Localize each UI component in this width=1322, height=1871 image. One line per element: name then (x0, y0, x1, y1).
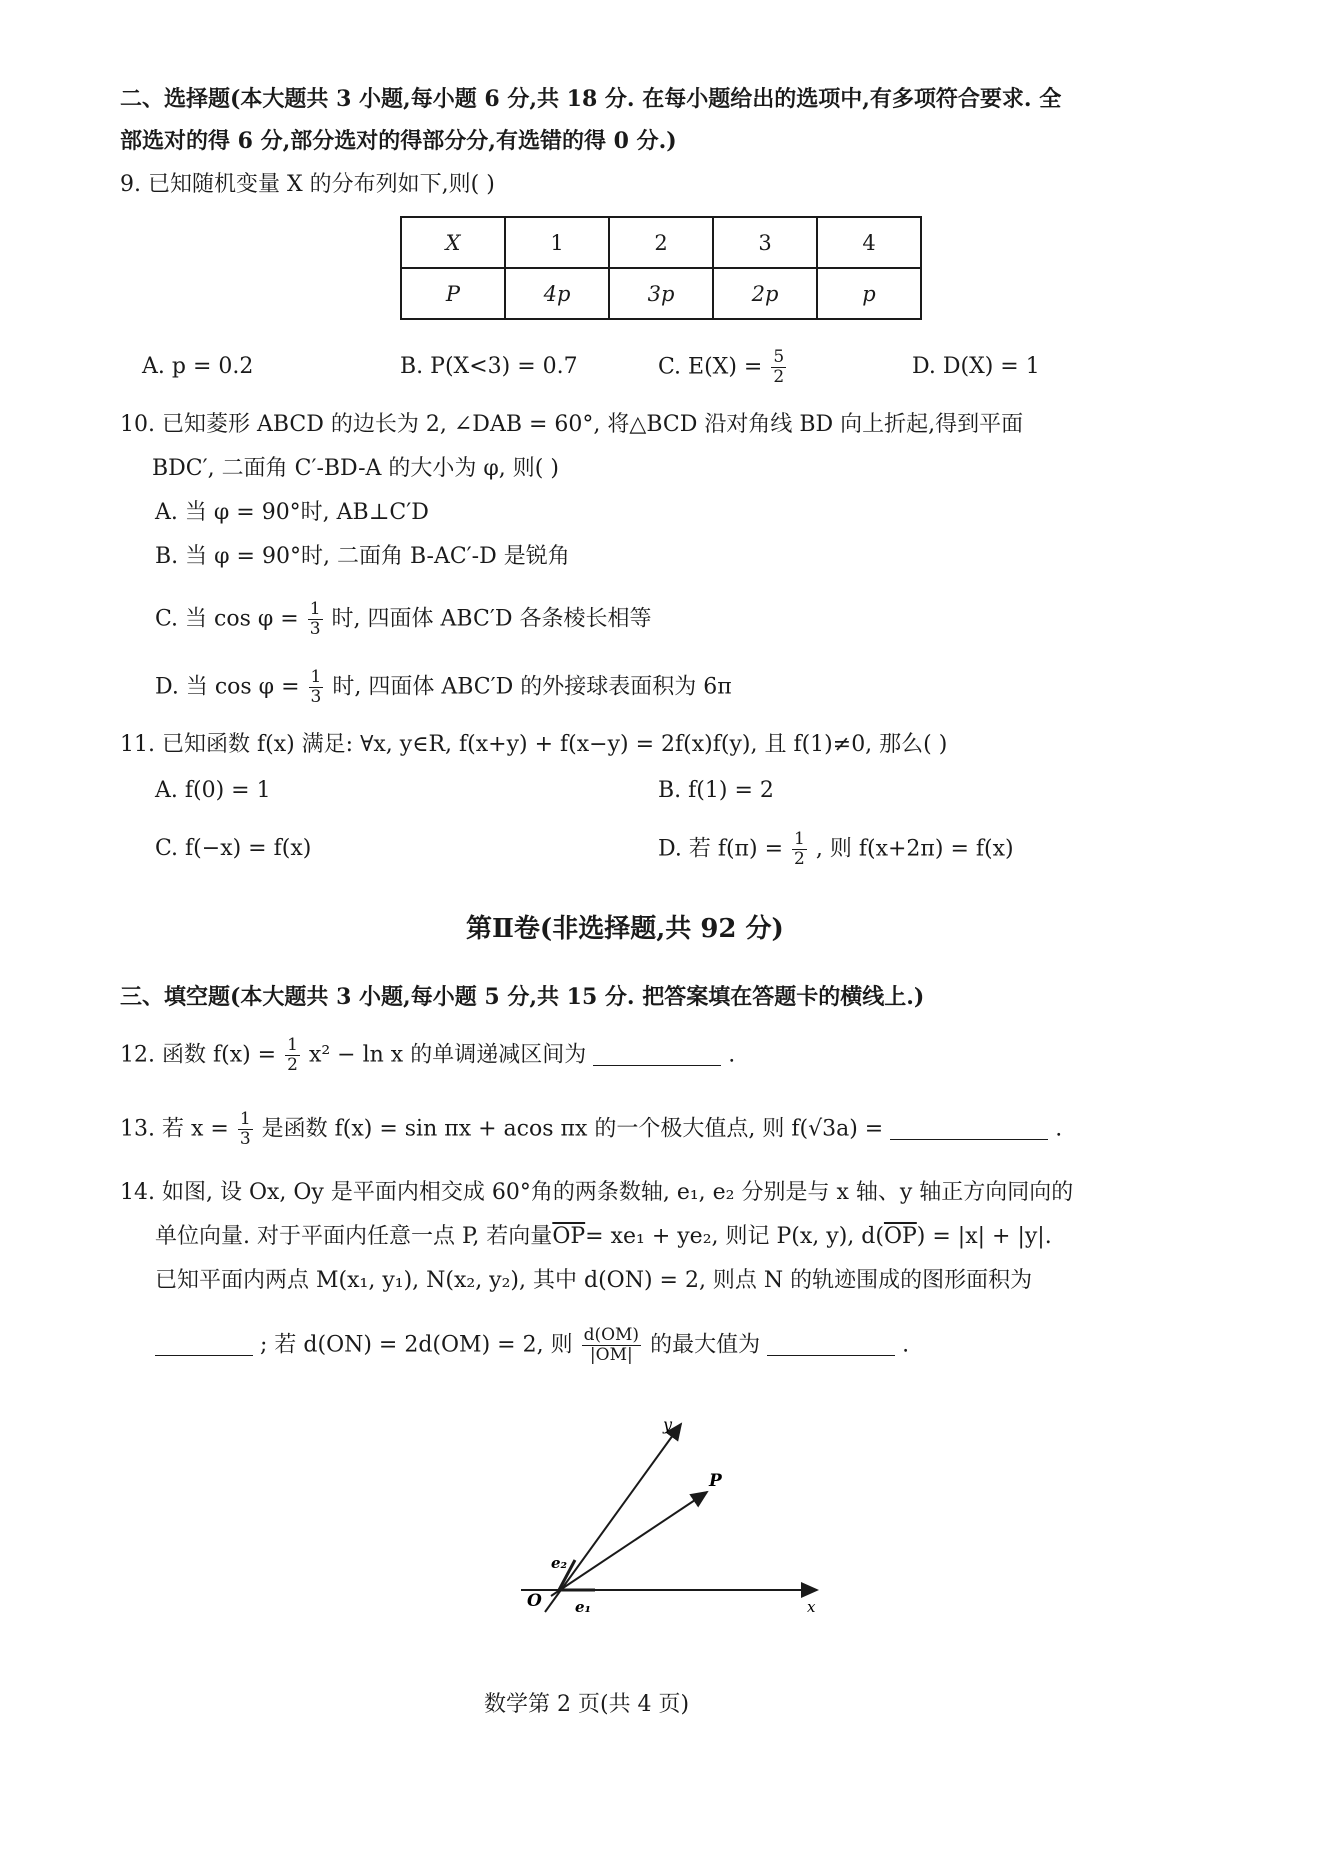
q14-line4-a: ; 若 d(ON) = 2d(OM) = 2, 则 (260, 1332, 573, 1358)
q10-option-d-suffix: 时, 四面体 ABC′D 的外接球表面积为 6π (332, 674, 732, 700)
q11-option-b: B. f(1) = 2 (658, 778, 774, 803)
section2-header-line1: 二、选择题(本大题共 3 小题,每小题 6 分,共 18 分. 在每小题给出的选项中,有多项符合要求. 全 (120, 86, 1062, 112)
fraction-denominator: 3 (310, 687, 322, 707)
fraction-denominator: 2 (794, 849, 805, 869)
label-e1: e₁ (575, 1598, 592, 1616)
fraction (771, 348, 786, 387)
q14-line4 (155, 1326, 909, 1365)
table-cell: 2 (609, 217, 713, 268)
q10-option-d (155, 668, 732, 707)
fraction-numerator: d(OM) (583, 1325, 640, 1345)
q14-line2 (155, 1222, 1052, 1252)
label-y: y (663, 1415, 673, 1434)
fraction-denominator: 3 (309, 619, 321, 639)
section3-header: 三、填空题(本大题共 3 小题,每小题 5 分,共 15 分. 把答案填在答题卡的横线上.) (120, 984, 925, 1010)
table-cell: 2p (713, 268, 817, 319)
answer-blank[interactable] (890, 1117, 1048, 1140)
fraction (309, 668, 324, 707)
fraction-numerator: 1 (794, 829, 805, 849)
label-o: O (527, 1591, 542, 1611)
table-cell: 4p (505, 268, 609, 319)
fraction-numerator: 5 (773, 347, 785, 367)
q14-line4-b: 的最大值为 (650, 1332, 761, 1358)
q10-option-c-suffix: 时, 四面体 ABC′D 各条棱长相等 (331, 606, 652, 632)
fraction (285, 1036, 300, 1075)
q13 (120, 1110, 1062, 1149)
part2-title: 第Ⅱ卷(非选择题,共 92 分) (466, 914, 784, 944)
q10-stem-line2: BDC′, 二面角 C′-BD-A 的大小为 φ, 则( ) (152, 456, 559, 481)
fraction (238, 1110, 253, 1149)
fraction-denominator: |OM| (589, 1345, 633, 1365)
q13-end: . (1055, 1116, 1063, 1142)
q10-option-a: A. 当 φ = 90°时, AB⊥C′D (155, 500, 429, 525)
q9-option-c-prefix: C. E(X) = (658, 354, 763, 380)
label-x: x (807, 1598, 816, 1616)
fraction-denominator: 2 (287, 1055, 298, 1075)
table-cell: p (817, 268, 921, 319)
q14-line1: 14. 如图, 设 Ox, Oy 是平面内相交成 60°角的两条数轴, e₁, e₂ 分别是与 x 轴、y 轴正方向同向的 (120, 1180, 1074, 1205)
distribution-table (400, 216, 922, 320)
q14-line2-c: ) = |x| + |y|. (916, 1224, 1052, 1249)
q11-stem: 11. 已知函数 f(x) 满足: ∀x, y∈R, f(x+y) + f(x−y) = 2f(x)f(y), 且 f(1)≠0, 那么( ) (120, 732, 948, 757)
q14-line2-b: = xe₁ + ye₂, 则记 P(x, y), d( (585, 1224, 884, 1249)
fraction-denominator: 2 (773, 367, 785, 387)
q14-line3: 已知平面内两点 M(x₁, y₁), N(x₂, y₂), 其中 d(ON) = 2, 则点 N 的轨迹围成的图形面积为 (155, 1268, 1033, 1293)
table-cell: 1 (505, 217, 609, 268)
table-row (401, 217, 921, 268)
q11-option-c: C. f(−x) = f(x) (155, 836, 312, 861)
fraction-numerator: 1 (287, 1035, 298, 1055)
q11-option-a: A. f(0) = 1 (155, 778, 271, 803)
q12 (120, 1036, 735, 1075)
vector-op: $\overline{OP}$ (883, 1224, 917, 1249)
table-cell: X (401, 217, 505, 268)
q9-option-c (658, 348, 788, 387)
table-cell: 3 (713, 217, 817, 268)
label-e2: e₂ (551, 1554, 568, 1572)
answer-blank[interactable] (155, 1333, 253, 1356)
table-cell: P (401, 268, 505, 319)
q14-line2-a: 单位向量. 对于平面内任意一点 P, 若向量 (155, 1224, 553, 1249)
q12-end: . (728, 1042, 736, 1068)
fraction (582, 1326, 642, 1365)
fraction (792, 830, 807, 869)
q9-option-d: D. D(X) = 1 (912, 354, 1040, 379)
table-cell: 3p (609, 268, 713, 319)
q11-option-d (658, 830, 1014, 869)
label-p: P (709, 1471, 722, 1491)
fraction-numerator: 1 (310, 667, 322, 687)
table-cell: 4 (817, 217, 921, 268)
y-axis (545, 1424, 681, 1612)
vector-op: $\overline{OP}$ (552, 1224, 586, 1249)
page-footer: 数学第 2 页(共 4 页) (484, 1692, 690, 1717)
q10-option-c (155, 600, 651, 639)
q10-option-d-prefix: D. 当 cos φ = (155, 674, 300, 700)
q11-option-d-prefix: D. 若 f(π) = (658, 836, 784, 862)
q10-stem-line1: 10. 已知菱形 ABCD 的边长为 2, ∠DAB = 60°, 将△BCD 沿对角线 BD 向上折起,得到平面 (120, 412, 1024, 437)
coordinate-figure (515, 1410, 835, 1630)
q9-option-a: A. p = 0.2 (142, 354, 254, 379)
q12-prefix: 12. 函数 f(x) = (120, 1042, 277, 1068)
q9-stem: 9. 已知随机变量 X 的分布列如下,则( ) (120, 172, 495, 197)
fraction-numerator: 1 (239, 1109, 251, 1129)
op-vector (551, 1492, 707, 1596)
q9-option-b: B. P(X<3) = 0.7 (400, 354, 578, 379)
q13-prefix: 13. 若 x = (120, 1116, 229, 1142)
answer-blank[interactable] (593, 1043, 721, 1066)
q12-suffix: x² − ln x 的单调递减区间为 (308, 1042, 587, 1068)
q10-option-c-prefix: C. 当 cos φ = (155, 606, 299, 632)
answer-blank[interactable] (767, 1333, 895, 1356)
q11-option-d-suffix: , 则 f(x+2π) = f(x) (815, 836, 1014, 862)
fraction (308, 600, 323, 639)
q10-option-b: B. 当 φ = 90°时, 二面角 B-AC′-D 是锐角 (155, 544, 570, 569)
section2-header-line2: 部选对的得 6 分,部分选对的得部分分,有选错的得 0 分.) (120, 128, 677, 154)
fraction-denominator: 3 (239, 1129, 251, 1149)
table-row (401, 268, 921, 319)
q14-end: . (902, 1332, 910, 1358)
fraction-numerator: 1 (309, 599, 321, 619)
q13-suffix: 是函数 f(x) = sin πx + acos πx 的一个极大值点, 则 f(√3a) = (261, 1116, 884, 1142)
